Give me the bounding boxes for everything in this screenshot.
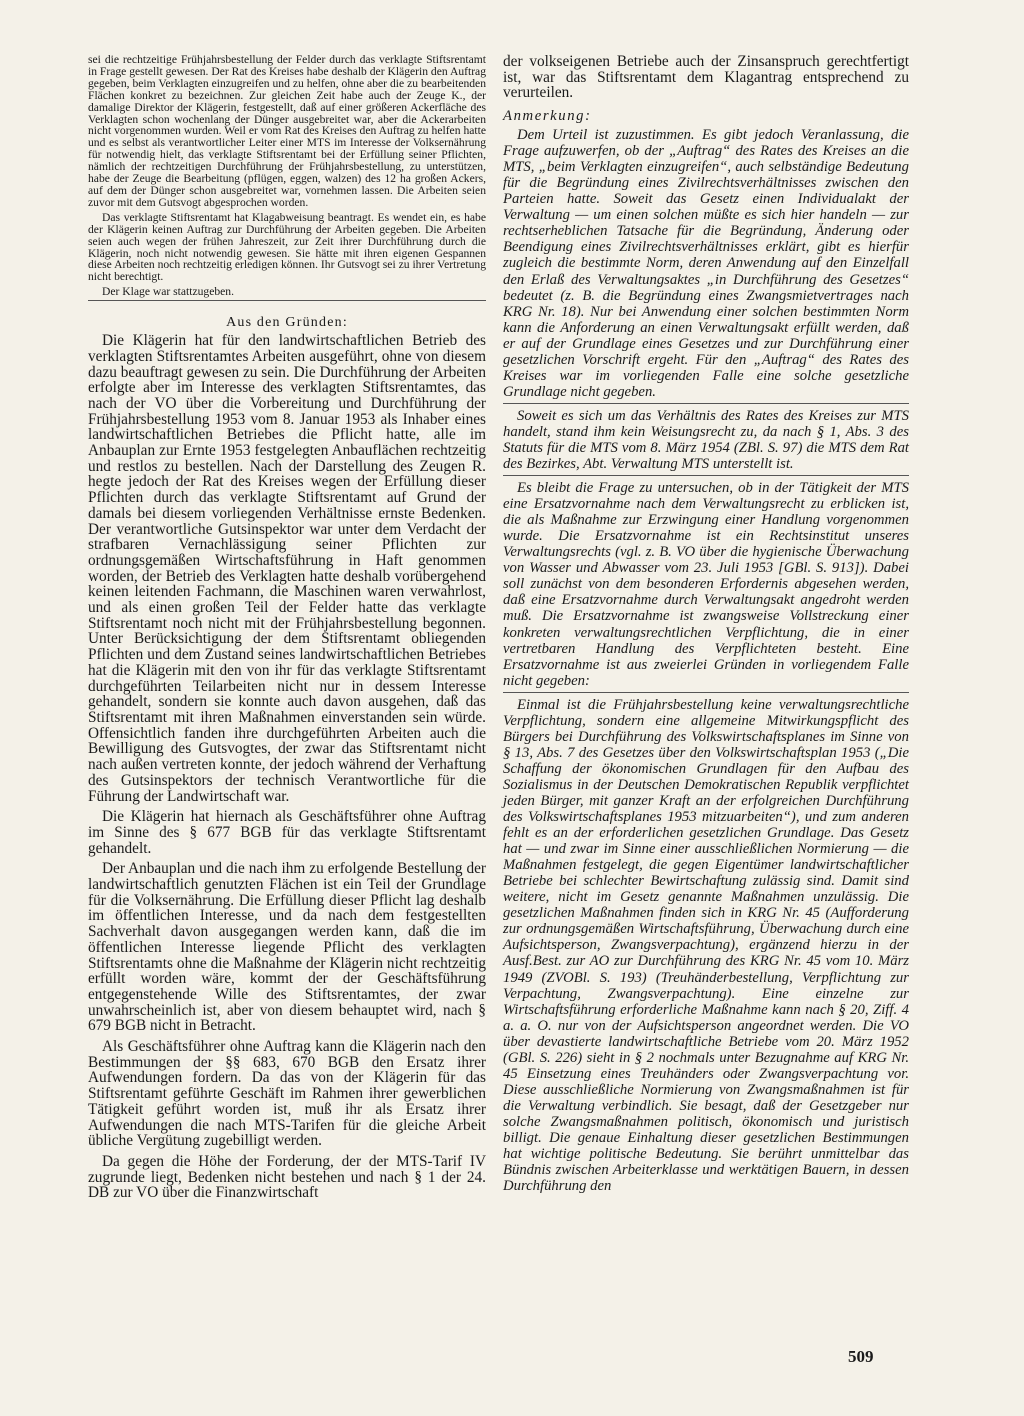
intro-paragraph-2: Das verklagte Stiftsrentamt hat Klagabweisung beantragt. Es wendet ein, es habe der Klägerin keinen Auftrag zur Durchführung der Arbeiten gegeben. Die Arbeiten seien auch wegen der frühen Jahreszeit, zur Zeit ihrer Durchführung durch die Klägerin, noch nicht notwendig gewesen. Sie hätte mit ihren eigenen Gespannen diese Arbeiten noch rechtzeitig erledigen können. Ihr Gutsvogt sei zu ihrer Vertretung nicht berechtigt. [88, 210, 486, 284]
section-divider [88, 300, 486, 301]
continuation-paragraph: der volkseigenen Betriebe auch der Zinsanspruch gerechtfertigt ist, war das Stiftsrentamt dem Klagantrag entsprechend zu verurteilen. [503, 53, 909, 102]
annotation-heading: Anmerkung: [503, 108, 592, 125]
annotation-paragraph-3: Es bleibt die Frage zu untersuchen, ob in der Tätigkeit der MTS eine Ersatzvornahme nach dem Verwaltungsrecht zu erblicken ist, die als Maßnahme zur Erzwingung einer Handlung vorgenommen wurde. Die Ersatzvornahme ist ein Rechtsinstitut unseres Verwaltungsrechts (vgl. z. B. VO über die hygienische Überwachung von Wasser und Abwasser vom 23. Juli 1953 [GBl. S. 913]). Dabei soll zunächst von dem besonderen Erfordernis abgesehen werden, daß eine Ersatzvornahme durch Verwaltungsakt angedroht werden muß. Die Ersatzvornahme ist zwangsweise Vollstreckung einer konkreten verwaltungsrechtlichen Verpflichtung, die in einer vertretbaren Handlung des Verpflichteten besteht. Eine Ersatzvornahme ist aus zweierlei Gründen in vorliegendem Falle nicht gegeben: [503, 480, 909, 689]
annotation-paragraph-2: Soweit es sich um das Verhältnis des Rates des Kreises zur MTS handelt, stand ihm kein Weisungsrecht zu, da nach § 1, Abs. 3 des Statuts für die MTS vom 8. März 1954 (ZBl. S. 97) die MTS dem Rat des Bezirkes, Abt. Verwaltung MTS unterstellt ist. [503, 407, 909, 473]
annotation-paragraph-1: Dem Urteil ist zuzustimmen. Es gibt jedoch Veranlassung, die Frage aufzuwerfen, ob der „Auftrag“ des Rates des Kreises an die MTS, „beim Verklagten einzugreifen“, auch selbständige Bedeutung für die Begründung eines Zivilrechtsverhältnisses zwischen den Parteien hatte. Soweit das Gesetz einen Individualakt der Verwaltung — um einen solchen müßte es sich hier handeln — zur rechtserheblichen Tatsache für die Begründung, Änderung oder Beendigung eines Zivilrechtsverhältnisses erklärt, gibt es hierfür zugleich die bestimmte Norm, deren Anwendung auf den Einzelfall den Erlaß des Verwaltungsaktes „in Durchführung des Gesetzes“ bedeutet (z. B. die Begründung eines Zwangsmietvertrages nach KRG Nr. 18). Nur bei Anwendung einer solchen bestimmten Norm kann die Anforderung an einen Verwaltungsakt erfüllt werden, daß er auf der Grundlage eines Gesetzes und zur Durchführung einer gesetzlichen Vorschrift ergeht. Für den „Auftrag“ des Rates des Kreises war im vorliegenden Falle eine solche gesetzliche Grundlage nicht gegeben. [503, 127, 909, 400]
body-paragraph-5: Da gegen die Höhe der Forderung, der der MTS-Tarif IV zugrunde liegt, Bedenken nicht bestehen und nach § 1 der 24. DB zur VO über die Finanzwirtschaft [88, 1152, 486, 1202]
right-column [503, 54, 909, 1194]
body-paragraph-1: Die Klägerin hat für den landwirtschaftlichen Betrieb des verklagten Stiftsrentamtes Arbeiten ausgeführt, ohne von diesem dazu beauftragt gewesen zu sein. Die Durchführung der Arbeiten erfolgte aber im Interesse des verklagten Stiftsrentamtes, das nach der VO über die Vorbereitung und Durchführung der Frühjahrsbestellung 1953 vom 8. Januar 1953 als Inhaber eines landwirtschaftlichen Betriebes die Pflicht hatte, alle im Anbauplan zur Ernte 1953 festgelegten Anbauflächen rechtzeitig und restlos zu bestellen. Nach der Darstellung des Zeugen R. hegte jedoch der Rat des Kreises wegen der Erfüllung dieser Pflichten durch das verklagte Stiftsrentamt auf Grund der damals bei diesem vorliegenden Verhältnisse ernste Bedenken. Der verantwortliche Gutsinspektor war unter dem Verdacht der strafbaren Vernachlässigung seiner Pflichten zur ordnungsgemäßen Wirtschaftsführung in Haft genommen worden, der Betrieb des Verklagten hatte deshalb vorübergehend keinen leitenden Fachmann, die Maschinen waren verwahrlost, und als einen großen Teil der Felder hatte das verklagte Stiftsrentamt noch nicht mit der Frühjahrsbestellung begonnen. Unter Berücksichtigung der dem Stiftsrentamt obliegenden Pflichten und dem Zustand seines landwirtschaftlichen Betriebes hat die Klägerin mit den von ihr für das verklagte Stiftsrentamt durchgeführten Teilarbeiten nicht nur in dessem Interesse gehandelt, sondern sie konnte auch davon ausgehen, daß das Stiftsrentamt mit ihren Maßnahmen einverstanden sein würde. Offensichtlich fanden ihre durchgeführten Arbeiten auch die Bewilligung des Gutsvogtes, der zwar das Stiftsrentamt nicht nach außen vertreten konnte, der jedoch während der Verhaftung des Gutsinspektors der technisch Verantwortliche für die Führung der Landwirtschaft war. [88, 332, 486, 805]
annotation-divider-2 [503, 475, 909, 476]
annotation-paragraph-4: Einmal ist die Frühjahrsbestellung keine verwaltungsrechtliche Verpflichtung, sondern eine allgemeine Mitwirkungspflicht des Bürgers bei Durchführung des Volkswirtschaftsplanes im Sinne von § 13, Abs. 7 des Gesetzes über den Volkswirtschaftsplan 1953 („Die Schaffung der ökonomischen Grundlagen für den Aufbau des Sozialismus in der Deutschen Demokratischen Republik verpflichtet jeden Bürger, mit ganzer Kraft an der erfolgreichen Durchführung des Volkswirtschaftsplanes 1953 mitzuarbeiten“), und zum anderen fehlt es an der erforderlichen gesetzlichen Grundlage. Das Gesetz hat — und zwar im Sinne einer ausschließlichen Normierung — die Maßnahmen festgelegt, die gegen Eigentümer landwirtschaftlicher Betriebe bei schlechter Bewirtschaftung zulässig sind. Damit sind weitere, nicht im Gesetz genannte Maßnahmen unzulässig. Die gesetzlichen Maßnahmen finden sich in KRG Nr. 45 (Aufforderung zur ordnungsgemäßen Wirtschaftsführung, Überwachung durch eine Aufsichtsperson, Zwangsverpachtung), ergänzend hierzu in der Ausf.Best. zur AO zur Durchführung des KRG Nr. 45 vom 10. März 1949 (ZVOBl. S. 193) (Treuhänderbestellung, Verpflichtung zur Verpachtung, Zwangsverpachtung). Eine einzelne zur Wirtschaftsführung erforderliche Maßnahme kann nach § 20, Ziff. 4 a. a. O. nur von der Aufsichtsperson angeordnet werden. Die VO über devastierte landwirtschaftliche Betriebe vom 20. März 1952 (GBl. S. 226) sieht in § 2 nochmals unter Bezugnahme auf KRG Nr. 45 Einsetzung eines Treuhänders oder Zwangsverpachtung vor. Diese ausschließliche Normierung von Zwangsmaßnahmen ist für die Verwaltung verbindlich. Sie besagt, daß der Gesetzgeber nur solche Zwangsmaßnahmen politisch, ökonomisch und juristisch billigt. Die genaue Einhaltung dieser gesetzlichen Bestimmungen hat wichtige politische Bedeutung. Sie berührt unmittelbar das Bündnis zwischen Arbeiterklasse und werktätigen Bauern, in dessen Durchführung den [503, 696, 909, 1195]
page-number: 509 [848, 1347, 874, 1366]
section-heading: Aus den Gründen: [226, 315, 348, 331]
intro-paragraph-3: Der Klage war stattzugeben. [102, 285, 234, 299]
annotation-divider-1 [503, 403, 909, 404]
intro-paragraph-1: sei die rechtzeitige Frühjahrsbestellung der Felder durch das verklagte Stiftsrentamt in Frage gestellt gewesen. Der Rat des Kreises habe deshalb der Klägerin den Auftrag gegeben, beim Verklagten einzugreifen und zu helfen, ohne aber die zu bearbeitenden Flächen konkret zu bezeichnen. Zur gleichen Zeit habe auch der Zeuge K., der damalige Direktor der Klägerin, festgestellt, daß auf einer größeren Ackerfläche des Verklagten schon wochenlang der Dünger ausgebreitet war, aber die Ackerarbeiten nicht vorgenommen wurden. Weil er vom Rat des Kreises den Auftrag zu helfen hatte und es selbst als verantwortlicher Leiter einer MTS im Interesse der Volksernährung für notwendig hielt, das verklagte Stiftsrentamt bei der Erfüllung seiner Pflichten, nämlich der rechtzeitigen Durchführung der Frühjahrsbestellung, zu unterstützen, habe der Zeuge die Bearbeitung (pflügen, eggen, walzen) des 12 ha großen Ackers, auf dem der Dünger schon ausgebreitet war, vornehmen lassen. Die Arbeiten seien zuvor mit dem Gutsvogt abgesprochen worden. [88, 53, 486, 209]
left-column [88, 54, 486, 1201]
annotation-divider-3 [503, 692, 909, 693]
body-paragraph-2: Die Klägerin hat hiernach als Geschäftsführer ohne Auftrag im Sinne des § 677 BGB für das verklagte Stiftsrentamt gehandelt. [88, 808, 486, 857]
body-paragraph-3: Der Anbauplan und die nach ihm zu erfolgende Bestellung der landwirtschaftlich genutzten Flächen ist ein Teil der Grundlage für die Volksernährung. Die Erfüllung dieser Pflicht lag deshalb im öffentlichen Interesse, und da nach dem festgestellten Sachverhalt davon ausgegangen werden kann, daß die im öffentlichen Interesse liegende Pflicht des verklagten Stiftsrentamts ohne die Maßnahme der Klägerin nicht rechtzeitig erfüllt worden wäre, kommt der der Geschäftsführung entgegenstehende Wille des Stiftsrentamtes, der zwar unwahrscheinlich ist, aber von diesem behauptet wird, nach § 679 BGB nicht in Betracht. [88, 860, 486, 1035]
body-paragraph-4: Als Geschäftsführer ohne Auftrag kann die Klägerin nach den Bestimmungen der §§ 683, 670 BGB den Ersatz ihrer Aufwendungen fordern. Da das von der Klägerin für das Stiftsrentamt geführte Geschäft im Rahmen ihrer gewerblichen Tätigkeit geführt worden ist, muß ihr als Ersatz ihrer Aufwendungen die nach MTS-Tarifen für die gleiche Arbeit übliche Vergütung zugebilligt werden. [88, 1038, 486, 1150]
